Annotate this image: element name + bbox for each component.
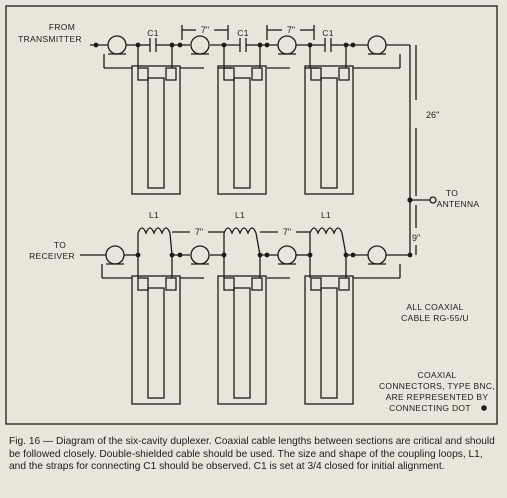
receiver-cavity-1 — [132, 276, 180, 404]
inductor-l1-1 — [138, 228, 172, 255]
capacitor-c1-2 — [240, 38, 253, 52]
receiver-cavity-chain — [80, 228, 412, 404]
to-antenna-label-2: ANTENNA — [436, 199, 480, 209]
transmitter-cavity-2 — [218, 66, 266, 194]
dimension-7in-label-bottom-2: 7" — [282, 227, 292, 237]
inductor-l1-3 — [310, 228, 346, 255]
dimension-9in-label: 9" — [412, 233, 421, 243]
receiver-cavity-2 — [218, 276, 266, 404]
receiver-cavity-3 — [305, 276, 353, 404]
c1-label-1: C1 — [147, 28, 159, 38]
coax-note-line-2: CABLE RG-55/U — [401, 313, 469, 323]
dimension-26in-label: 26" — [426, 110, 440, 120]
dimension-7in-label-top-1: 7" — [200, 25, 210, 35]
l1-label-3: L1 — [320, 210, 332, 220]
coax-note-line-1: ALL COAXIAL — [406, 302, 464, 312]
connector-note-line-1: COAXIAL — [417, 370, 457, 380]
transmitter-cavity-3 — [305, 66, 353, 194]
to-receiver-label-2: RECEIVER — [29, 251, 75, 261]
to-antenna-label-1: TO — [445, 188, 459, 198]
connector-note-line-4: CONNECTING DOT — [389, 403, 471, 413]
dimension-7in-label-top-2: 7" — [286, 25, 296, 35]
antenna-junction — [410, 45, 436, 255]
transmitter-cavity-1 — [132, 66, 180, 194]
capacitor-c1-1 — [150, 38, 163, 52]
connecting-dot-legend-icon — [481, 405, 487, 411]
to-receiver-label-1: TO — [53, 240, 67, 250]
connector-note-line-3: ARE REPRESENTED BY — [385, 392, 489, 402]
capacitor-c1-3 — [325, 38, 338, 52]
connector-note-line-2: CONNECTORS, TYPE BNC, — [378, 381, 496, 391]
from-transmitter-label-2: TRANSMITTER — [18, 34, 82, 44]
l1-label-1: L1 — [148, 210, 160, 220]
from-transmitter-label-1: FROM — [48, 22, 76, 32]
inductor-l1-2 — [224, 228, 260, 255]
c1-label-3: C1 — [322, 28, 334, 38]
c1-label-2: C1 — [237, 28, 249, 38]
figure-caption: Fig. 16 — Diagram of the six-cavity duplexer. Coaxial cable lengths between sections are critical and should be followed closely. Double-shielded cable should be used. The size and shape of the coupling loops, L1, and the straps for connecting C1 should be observed. C1 is set at 3/4 closed for initial alignment. — [9, 436, 495, 473]
transmitter-cavity-chain — [90, 25, 410, 194]
l1-label-2: L1 — [234, 210, 246, 220]
dimension-7in-label-bottom-1: 7" — [194, 227, 204, 237]
